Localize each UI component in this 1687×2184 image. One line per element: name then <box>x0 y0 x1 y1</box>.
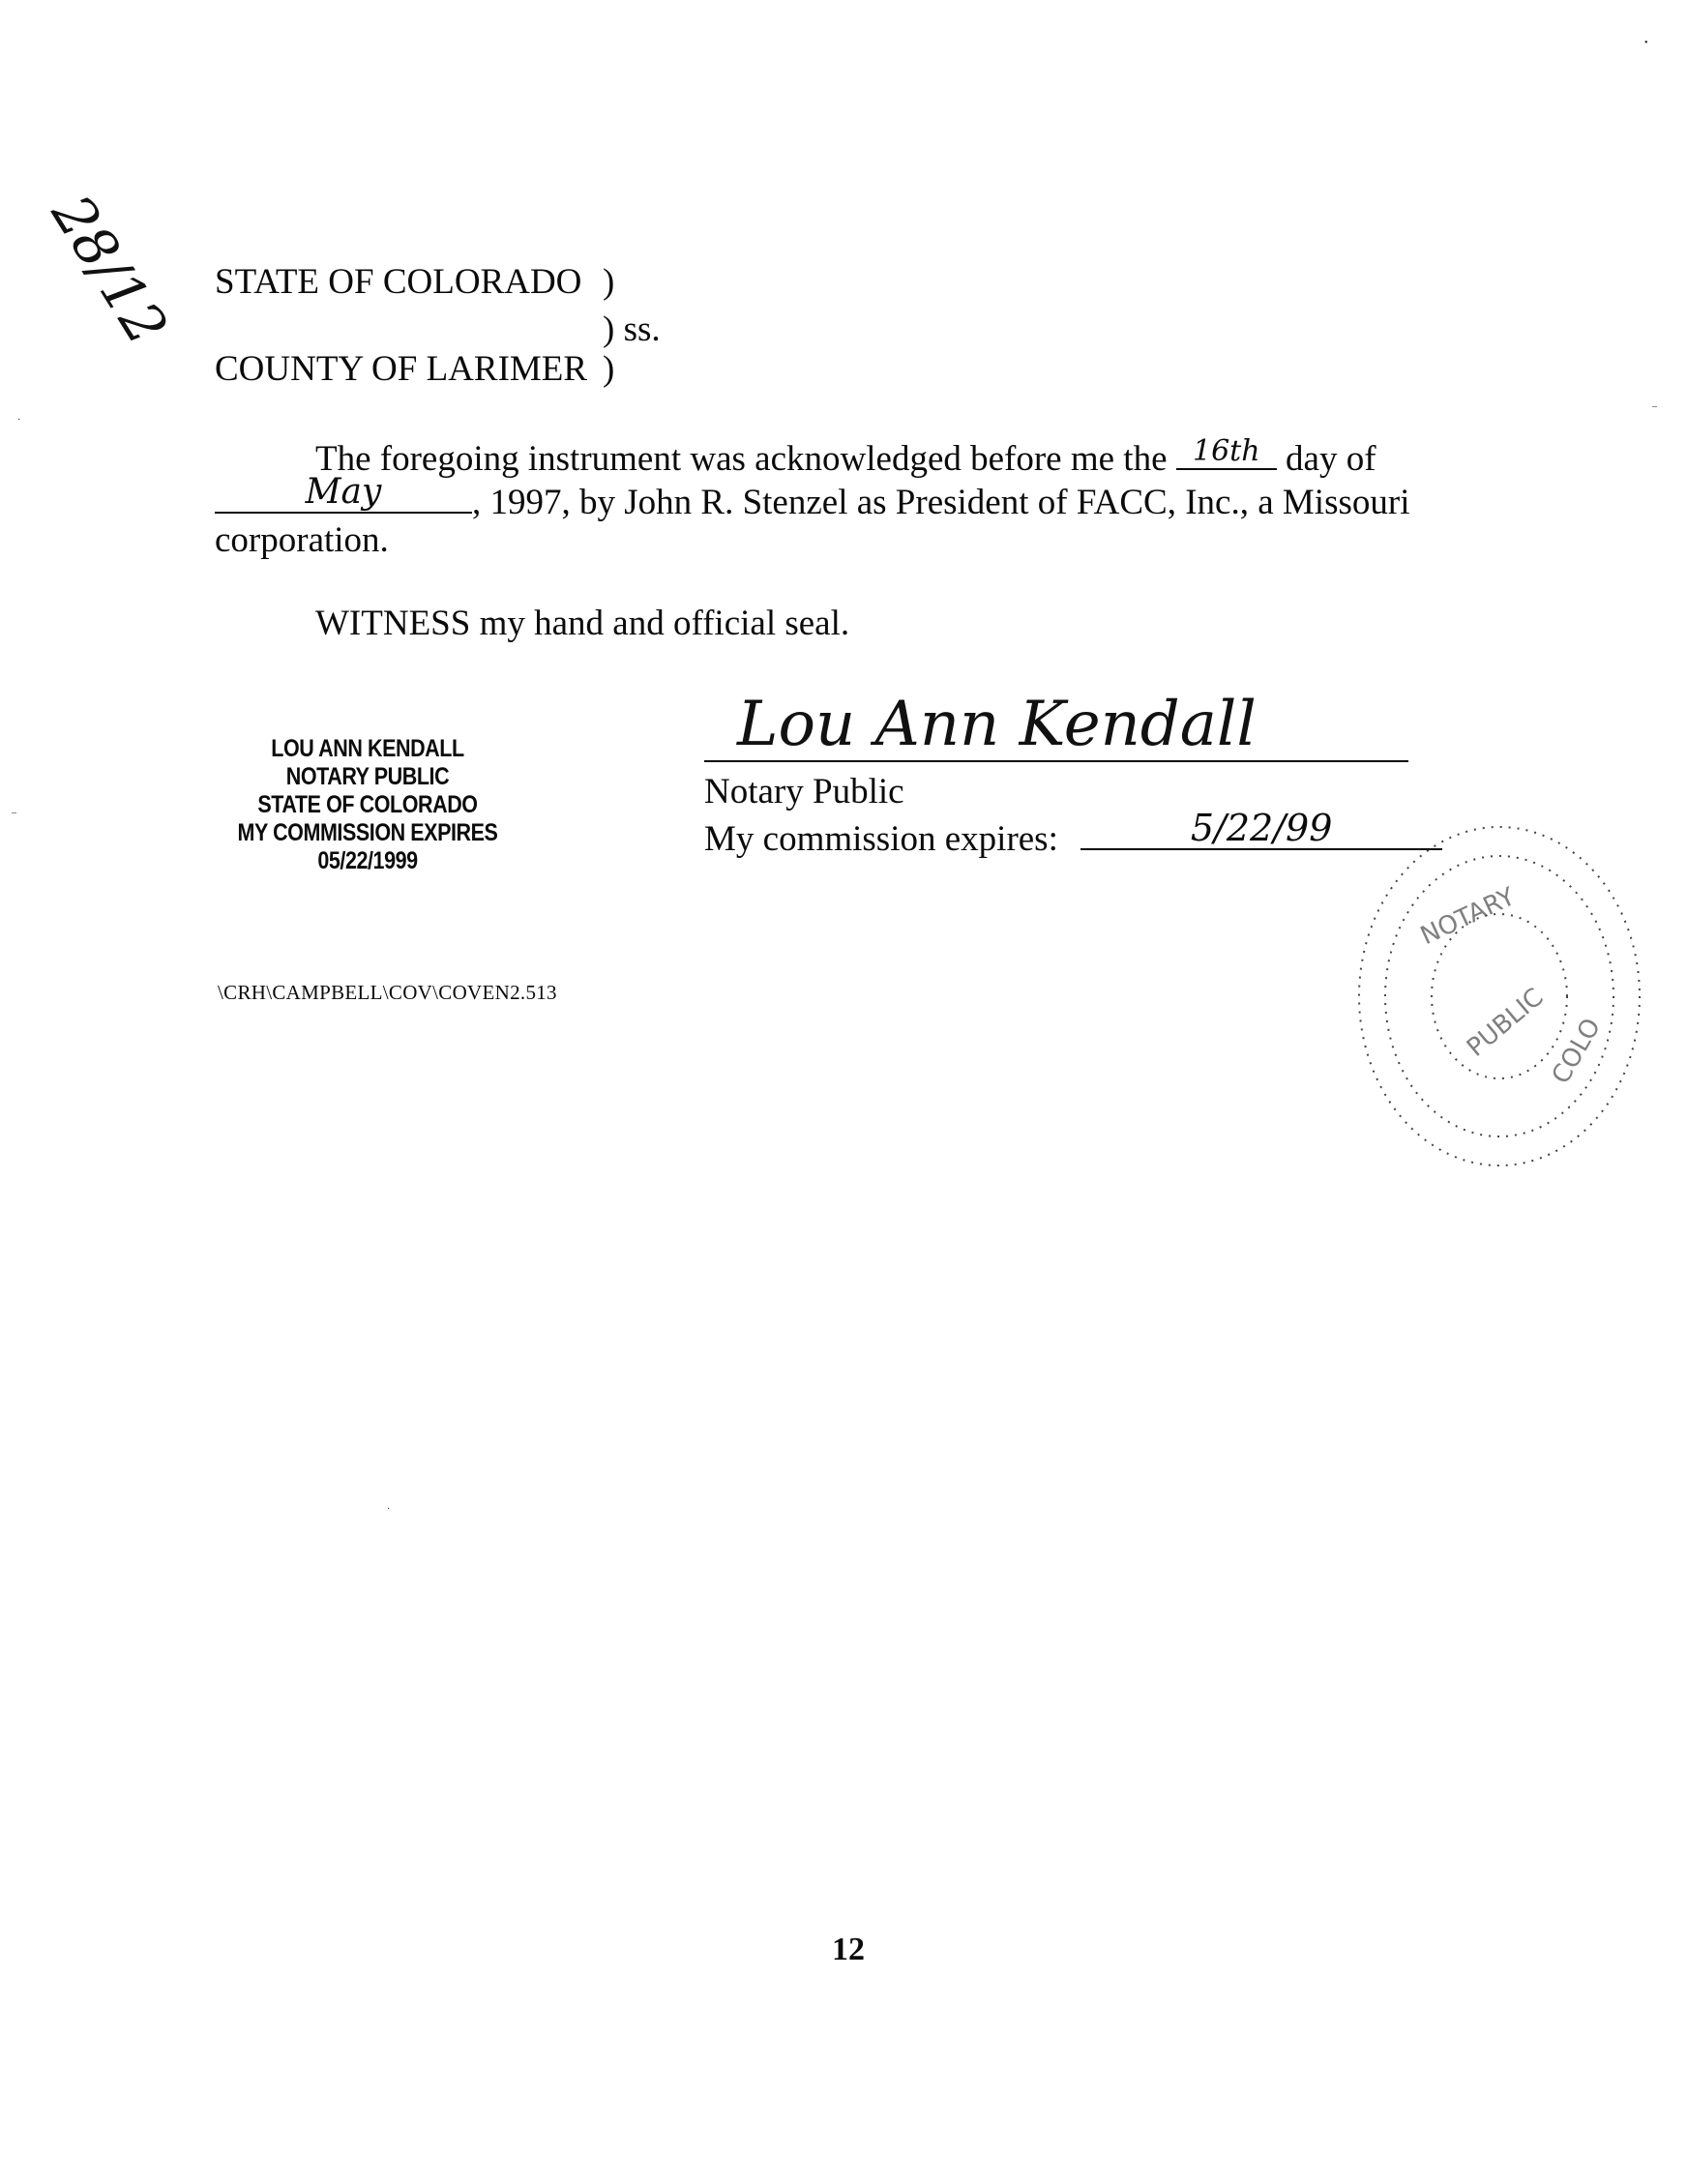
county-label: COUNTY OF LARIMER <box>215 349 588 389</box>
month-handwritten: May <box>305 472 382 512</box>
witness-line: WITNESS my hand and official seal. <box>315 604 850 643</box>
signature-line <box>704 760 1408 762</box>
month-blank <box>215 472 472 514</box>
acknowledgment-line-1 <box>315 435 1376 477</box>
notary-public-title: Notary Public <box>704 772 904 812</box>
state-label: STATE OF COLORADO <box>215 262 582 302</box>
day-handwritten: 16th <box>1192 434 1260 468</box>
notary-signature: Lou Ann Kendall <box>737 689 1257 760</box>
scan-speck: · <box>17 415 21 426</box>
commission-handwritten: 5/22/99 <box>1190 807 1333 849</box>
margin-note-handwritten: 28/12 <box>39 184 181 356</box>
scan-speck: – <box>1652 401 1657 412</box>
county-line <box>215 351 587 387</box>
county-paren: ) <box>603 349 615 389</box>
ack-text-1: The foregoing instrument was acknowledged before me the <box>315 439 1168 479</box>
file-path: \CRH\CAMPBELL\COV\COVEN2.513 <box>218 981 557 1004</box>
seal-text-mid: PUBLIC <box>1462 983 1550 1063</box>
acknowledgment-line-3: corporation. <box>215 520 389 560</box>
commission-label: My commission expires: <box>704 819 1058 859</box>
state-paren: ) <box>603 262 615 302</box>
acknowledgment-line-2 <box>215 472 1410 522</box>
ack-text-3: , 1997, by John R. Stenzel as President of FACC, Inc., a Missouri <box>472 483 1410 522</box>
stamp-state: STATE OF COLORADO <box>257 791 478 818</box>
ss-line: ) ss. <box>603 310 661 349</box>
ack-text-2: day of <box>1286 439 1376 479</box>
stamp-expiry: 05/22/1999 <box>317 847 418 874</box>
scan-speck: – <box>12 808 16 818</box>
stamp-commission: MY COMMISSION EXPIRES <box>237 819 498 846</box>
scan-speck: · <box>387 1504 391 1515</box>
seal-text-top: NOTARY <box>1416 882 1520 952</box>
seal-graphic <box>1316 803 1649 1199</box>
day-blank <box>1176 435 1277 470</box>
stamp-title: NOTARY PUBLIC <box>285 763 450 790</box>
notary-stamp <box>218 735 518 875</box>
scan-speck: • <box>1644 38 1648 48</box>
page-number: 12 <box>832 1932 865 1967</box>
seal-text-side: COLO <box>1546 1013 1608 1089</box>
stamp-name: LOU ANN KENDALL <box>271 735 464 762</box>
notary-seal <box>1316 803 1649 1199</box>
state-line <box>215 264 581 300</box>
